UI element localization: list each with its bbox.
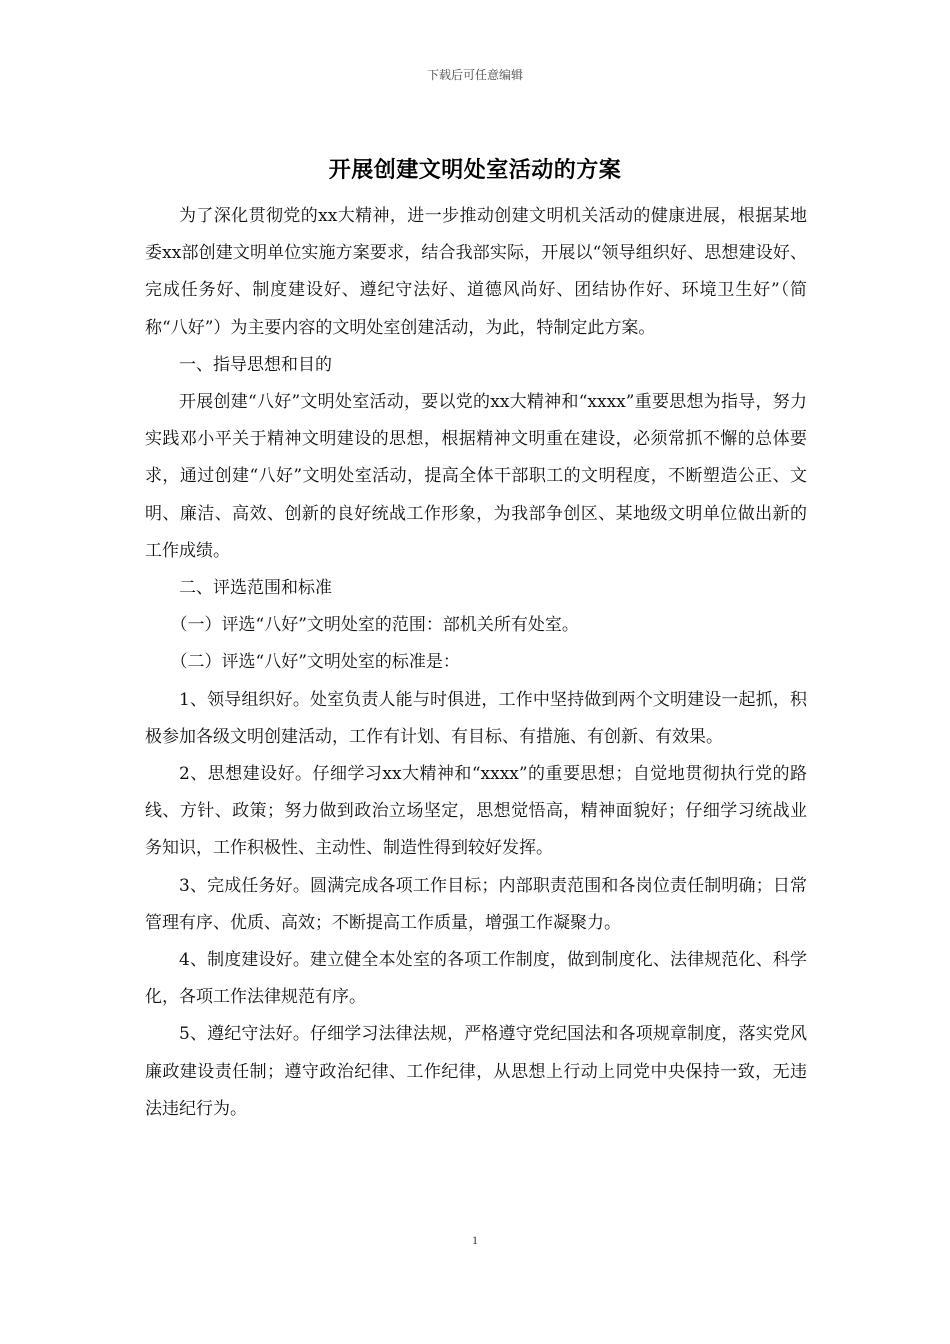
page-number: 1: [472, 1233, 478, 1247]
subsection-scope: （一）评选“八好”文明处室的范围：部机关所有处室。: [170, 615, 579, 636]
header-note: 下载后可任意编辑: [426, 68, 523, 82]
section-heading-1: 一、指导思想和目的: [179, 354, 332, 375]
document-body: [145, 198, 807, 1128]
standard-item-4: 4、制度建设好。建立健全本处室的各项工作制度，做到制度化、法律规范化、科学化，各项工作法律规范有序。: [145, 950, 807, 1008]
document-title: 开展创建文明处室活动的方案: [328, 158, 622, 183]
paragraph-guiding-thought: 开展创建“八好”文明处室活动，要以党的xx大精神和“xxxx”重要思想为指导，努力实践邓小平关于精神文明建设的思想，根据精神文明重在建设，必须常抓不懈的总体要求，通过创建“八好”文明处室活动，提高全体干部职工的文明程度，不断塑造公正、文明、廉洁、高效、创新的良好统战工作形象，为我部争创区、某地级文明单位做出新的工作成绩。: [145, 392, 807, 561]
section-heading-2: 二、评选范围和标准: [179, 578, 332, 599]
standard-item-1: 1、领导组织好。处室负责人能与时俱进，工作中坚持做到两个文明建设一起抓，积极参加各级文明创建活动，工作有计划、有目标、有措施、有创新、有效果。: [145, 689, 807, 747]
standard-item-5: 5、遵纪守法好。仔细学习法律法规，严格遵守党纪国法和各项规章制度，落实党风廉政建设责任制；遵守政治纪律、工作纪律，从思想上行动上同党中央保持一致，无违法违纪行为。: [145, 1024, 807, 1119]
subsection-standards: （二）评选“八好”文明处室的标准是：: [170, 652, 460, 673]
paragraph-intro: 为了深化贯彻党的xx大精神，进一步推动创建文明机关活动的健康进展，根据某地委xx部创建文明单位实施方案要求，结合我部实际，开展以“领导组织好、思想建设好、完成任务好、制度建设好、遵纪守法好、道德风尚好、团结协作好、环境卫生好”（简称“八好”）为主要内容的文明处室创建活动，为此，特制定此方案。: [145, 206, 807, 338]
standard-item-3: 3、完成任务好。圆满完成各项工作目标；内部职责范围和各岗位责任制明确；日常管理有序、优质、高效；不断提高工作质量，增强工作凝聚力。: [145, 875, 807, 933]
standard-item-2: 2、思想建设好。仔细学习xx大精神和“xxxx”的重要思想；自觉地贯彻执行党的路线、方针、政策；努力做到政治立场坚定，思想觉悟高，精神面貌好；仔细学习统战业务知识，工作积极性、主动性、制造性得到较好发挥。: [145, 764, 807, 859]
